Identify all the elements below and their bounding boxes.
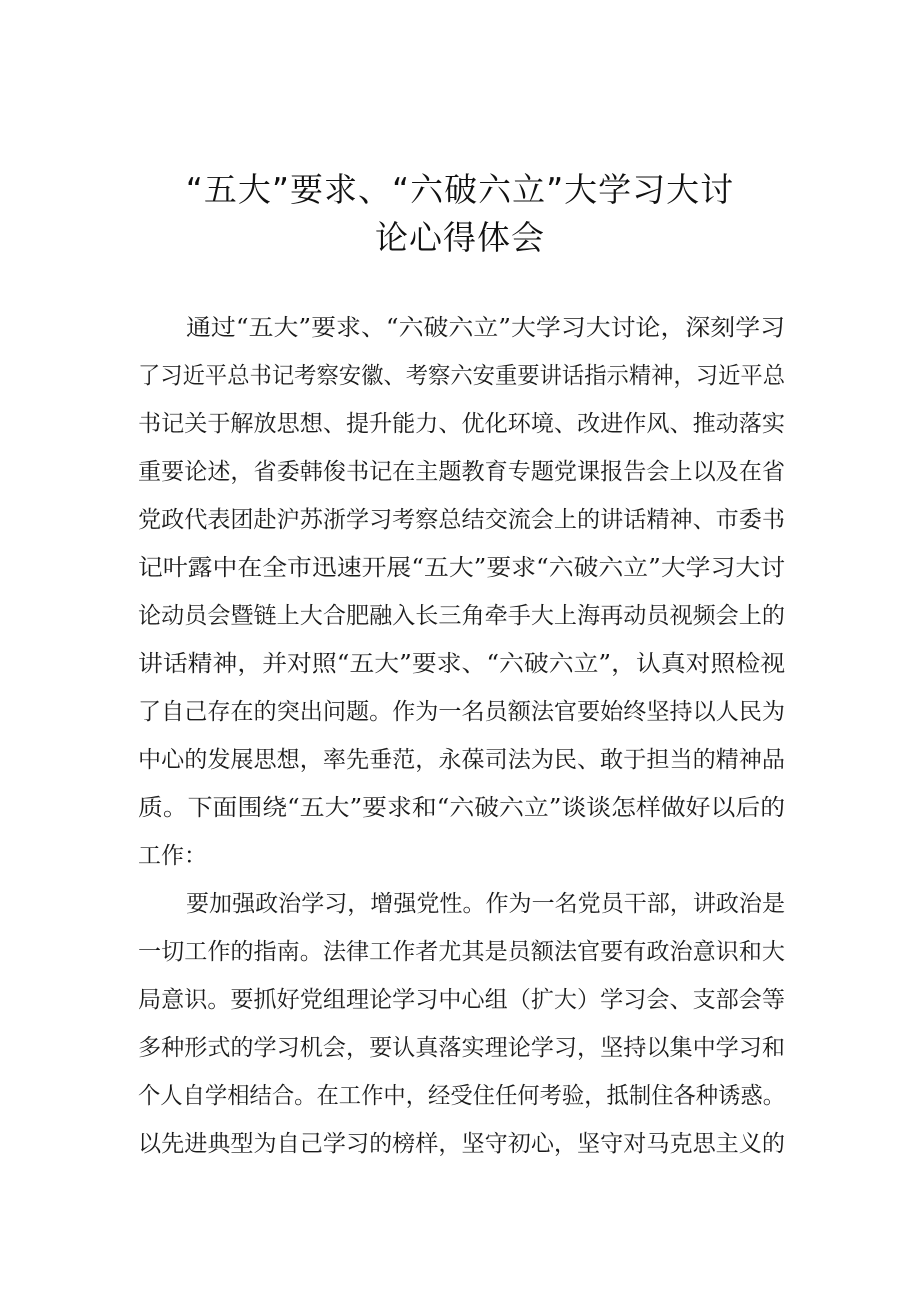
body-line-2: 了习近平总书记考察安徽、考察六安重要讲话指示精神，习近平总 [138, 363, 785, 389]
body-line-13: 要加强政治学习，增强党性。作为一名党员干部，讲政治是 [186, 891, 785, 917]
body-line-4: 重要论述，省委韩俊书记在主题教育专题党课报告会上以及在省 [138, 459, 785, 485]
body-line-9: 了自己存在的突出问题。作为一名员额法官要始终坚持以人民为 [138, 699, 785, 725]
body-line-3: 书记关于解放思想、提升能力、优化环境、改进作风、推动落实 [138, 411, 785, 437]
body-line-8: 讲话精神，并对照“五大”要求、“六破六立”，认真对照检视 [138, 651, 786, 677]
body-line-1: 通过“五大”要求、“六破六立”大学习大讨论，深刻学习 [186, 315, 786, 341]
body-line-18: 以先进典型为自己学习的榜样，坚守初心，坚守对马克思主义的 [138, 1131, 785, 1157]
body-line-17: 个人自学相结合。在工作中，经受住任何考验，抵制住各种诱惑。 [138, 1083, 785, 1109]
body-line-6: 记叶露中在全市迅速开展“五大”要求“六破六立”大学习大讨 [138, 555, 786, 581]
body-line-5: 党政代表团赴沪苏浙学习考察总结交流会上的讲话精神、市委书 [138, 507, 785, 533]
document-title-line-2: 论心得体会 [375, 218, 545, 257]
document-title-line-1: “五大”要求、“六破六立”大学习大讨 [185, 170, 735, 209]
body-line-12: 工作： [138, 843, 207, 869]
body-line-7: 论动员会暨链上大合肥融入长三角牵手大上海再动员视频会上的 [138, 603, 785, 629]
body-line-10: 中心的发展思想，率先垂范，永葆司法为民、敢于担当的精神品 [138, 747, 785, 773]
body-line-16: 多种形式的学习机会，要认真落实理论学习，坚持以集中学习和 [138, 1035, 785, 1061]
body-line-15: 局意识。要抓好党组理论学习中心组（扩大）学习会、支部会等 [138, 987, 785, 1013]
body-line-11: 质。下面围绕“五大”要求和“六破六立”谈谈怎样做好以后的 [138, 795, 786, 821]
body-line-14: 一切工作的指南。法律工作者尤其是员额法官要有政治意识和大 [138, 939, 785, 965]
